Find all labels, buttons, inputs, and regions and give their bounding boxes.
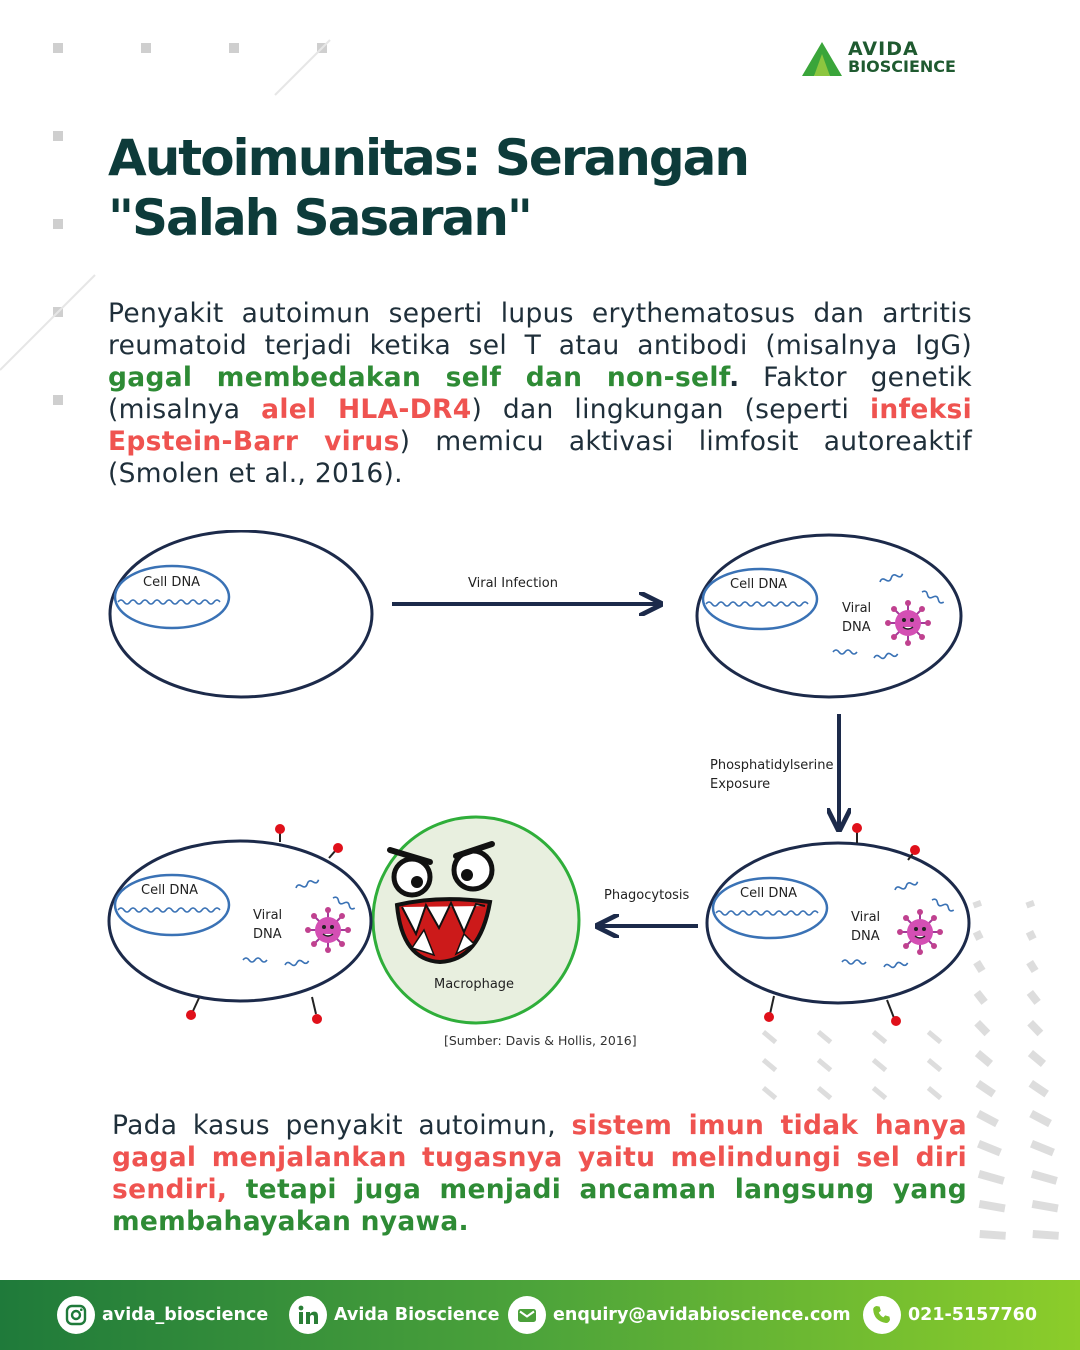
intro-highlight-hla: alel HLA-DR4 [261, 394, 472, 425]
intro-paragraph [108, 298, 972, 490]
linkedin-icon [289, 1296, 327, 1334]
phone-contact[interactable] [863, 1294, 1037, 1336]
cell-ps-exposed [707, 823, 969, 1026]
label-viral-infection: Viral Infection [468, 576, 558, 591]
label-cell-dna: Cell DNA [740, 886, 798, 901]
intro-highlight-ebv: infeksi Epstein-Barr virus [108, 394, 972, 457]
label-phagocytosis: Phagocytosis [604, 888, 690, 903]
intro-highlight-self: gagal membedakan self dan non-self [108, 362, 730, 393]
label-exposure: Exposure [710, 777, 771, 792]
intro-text-1: Penyakit autoimun seperti lupus erythematosus dan artritis reumatoid terjadi ketika sel T atau antibodi (misalnya IgG) [108, 298, 972, 361]
instagram-icon [57, 1296, 95, 1334]
brand-logo [800, 40, 1000, 80]
linkedin-name[interactable]: Avida Bioscience [334, 1305, 500, 1325]
intro-text-2: . [729, 362, 740, 393]
email-address[interactable]: enquiry@avidabioscience.com [553, 1305, 851, 1325]
conclusion-highlight-green: tetapi juga menjadi ancaman langsung yang membahayakan nyawa. [112, 1174, 967, 1237]
virus-icon [885, 600, 931, 646]
brand-name-line2: BIOSCIENCE [848, 57, 956, 76]
footer-contact-bar [0, 1280, 1080, 1350]
cell-infected [697, 535, 961, 697]
virus-icon [897, 909, 943, 955]
image-source: [Sumber: Davis & Hollis, 2016] [444, 1033, 637, 1048]
label-cell-dna: Cell DNA [141, 883, 199, 898]
label-dna: DNA [851, 929, 880, 944]
label-dna: DNA [253, 927, 282, 942]
email-contact[interactable] [508, 1294, 851, 1336]
instagram-handle[interactable]: avida_bioscience [102, 1305, 269, 1325]
intro-text-3: Faktor genetik (misalnya [108, 362, 972, 425]
label-macrophage: Macrophage [434, 977, 515, 992]
label-cell-dna: Cell DNA [143, 575, 201, 590]
cell-healthy [110, 531, 372, 697]
label-viral: Viral [851, 910, 881, 925]
brand-name-line1: AVIDA [848, 38, 919, 60]
label-viral: Viral [842, 601, 872, 616]
conclusion-paragraph [112, 1110, 967, 1238]
macrophage [373, 817, 579, 1023]
linkedin-contact[interactable] [289, 1294, 499, 1336]
page-title [108, 128, 908, 248]
instagram-contact[interactable] [57, 1294, 268, 1336]
conclusion-text: Pada kasus penyakit autoimun, [112, 1110, 572, 1141]
label-phosphatidylserine: Phosphatidylserine [710, 758, 834, 773]
phone-icon [863, 1296, 901, 1334]
autoimmunity-diagram [100, 530, 980, 1055]
label-dna: DNA [842, 620, 871, 635]
conclusion-highlight-red: sistem imun tidak hanya gagal menjalankan tugasnya yaitu melindungi sel diri sendiri, [112, 1110, 967, 1205]
title-line-2: "Salah Sasaran" [108, 189, 531, 247]
intro-text-4: ) dan lingkungan (seperti [471, 394, 870, 425]
email-icon [508, 1296, 546, 1334]
label-cell-dna: Cell DNA [730, 577, 788, 592]
logo-mark-icon [800, 40, 844, 78]
label-viral: Viral [253, 908, 283, 923]
intro-text-5: ) memicu aktivasi limfosit autoreaktif (Smolen et al., 2016). [108, 426, 972, 489]
phone-number[interactable]: 021-5157760 [908, 1305, 1038, 1325]
cell-left-bottom [109, 824, 371, 1024]
title-line-1: Autoimunitas: Serangan [108, 129, 748, 187]
virus-icon [305, 907, 351, 953]
